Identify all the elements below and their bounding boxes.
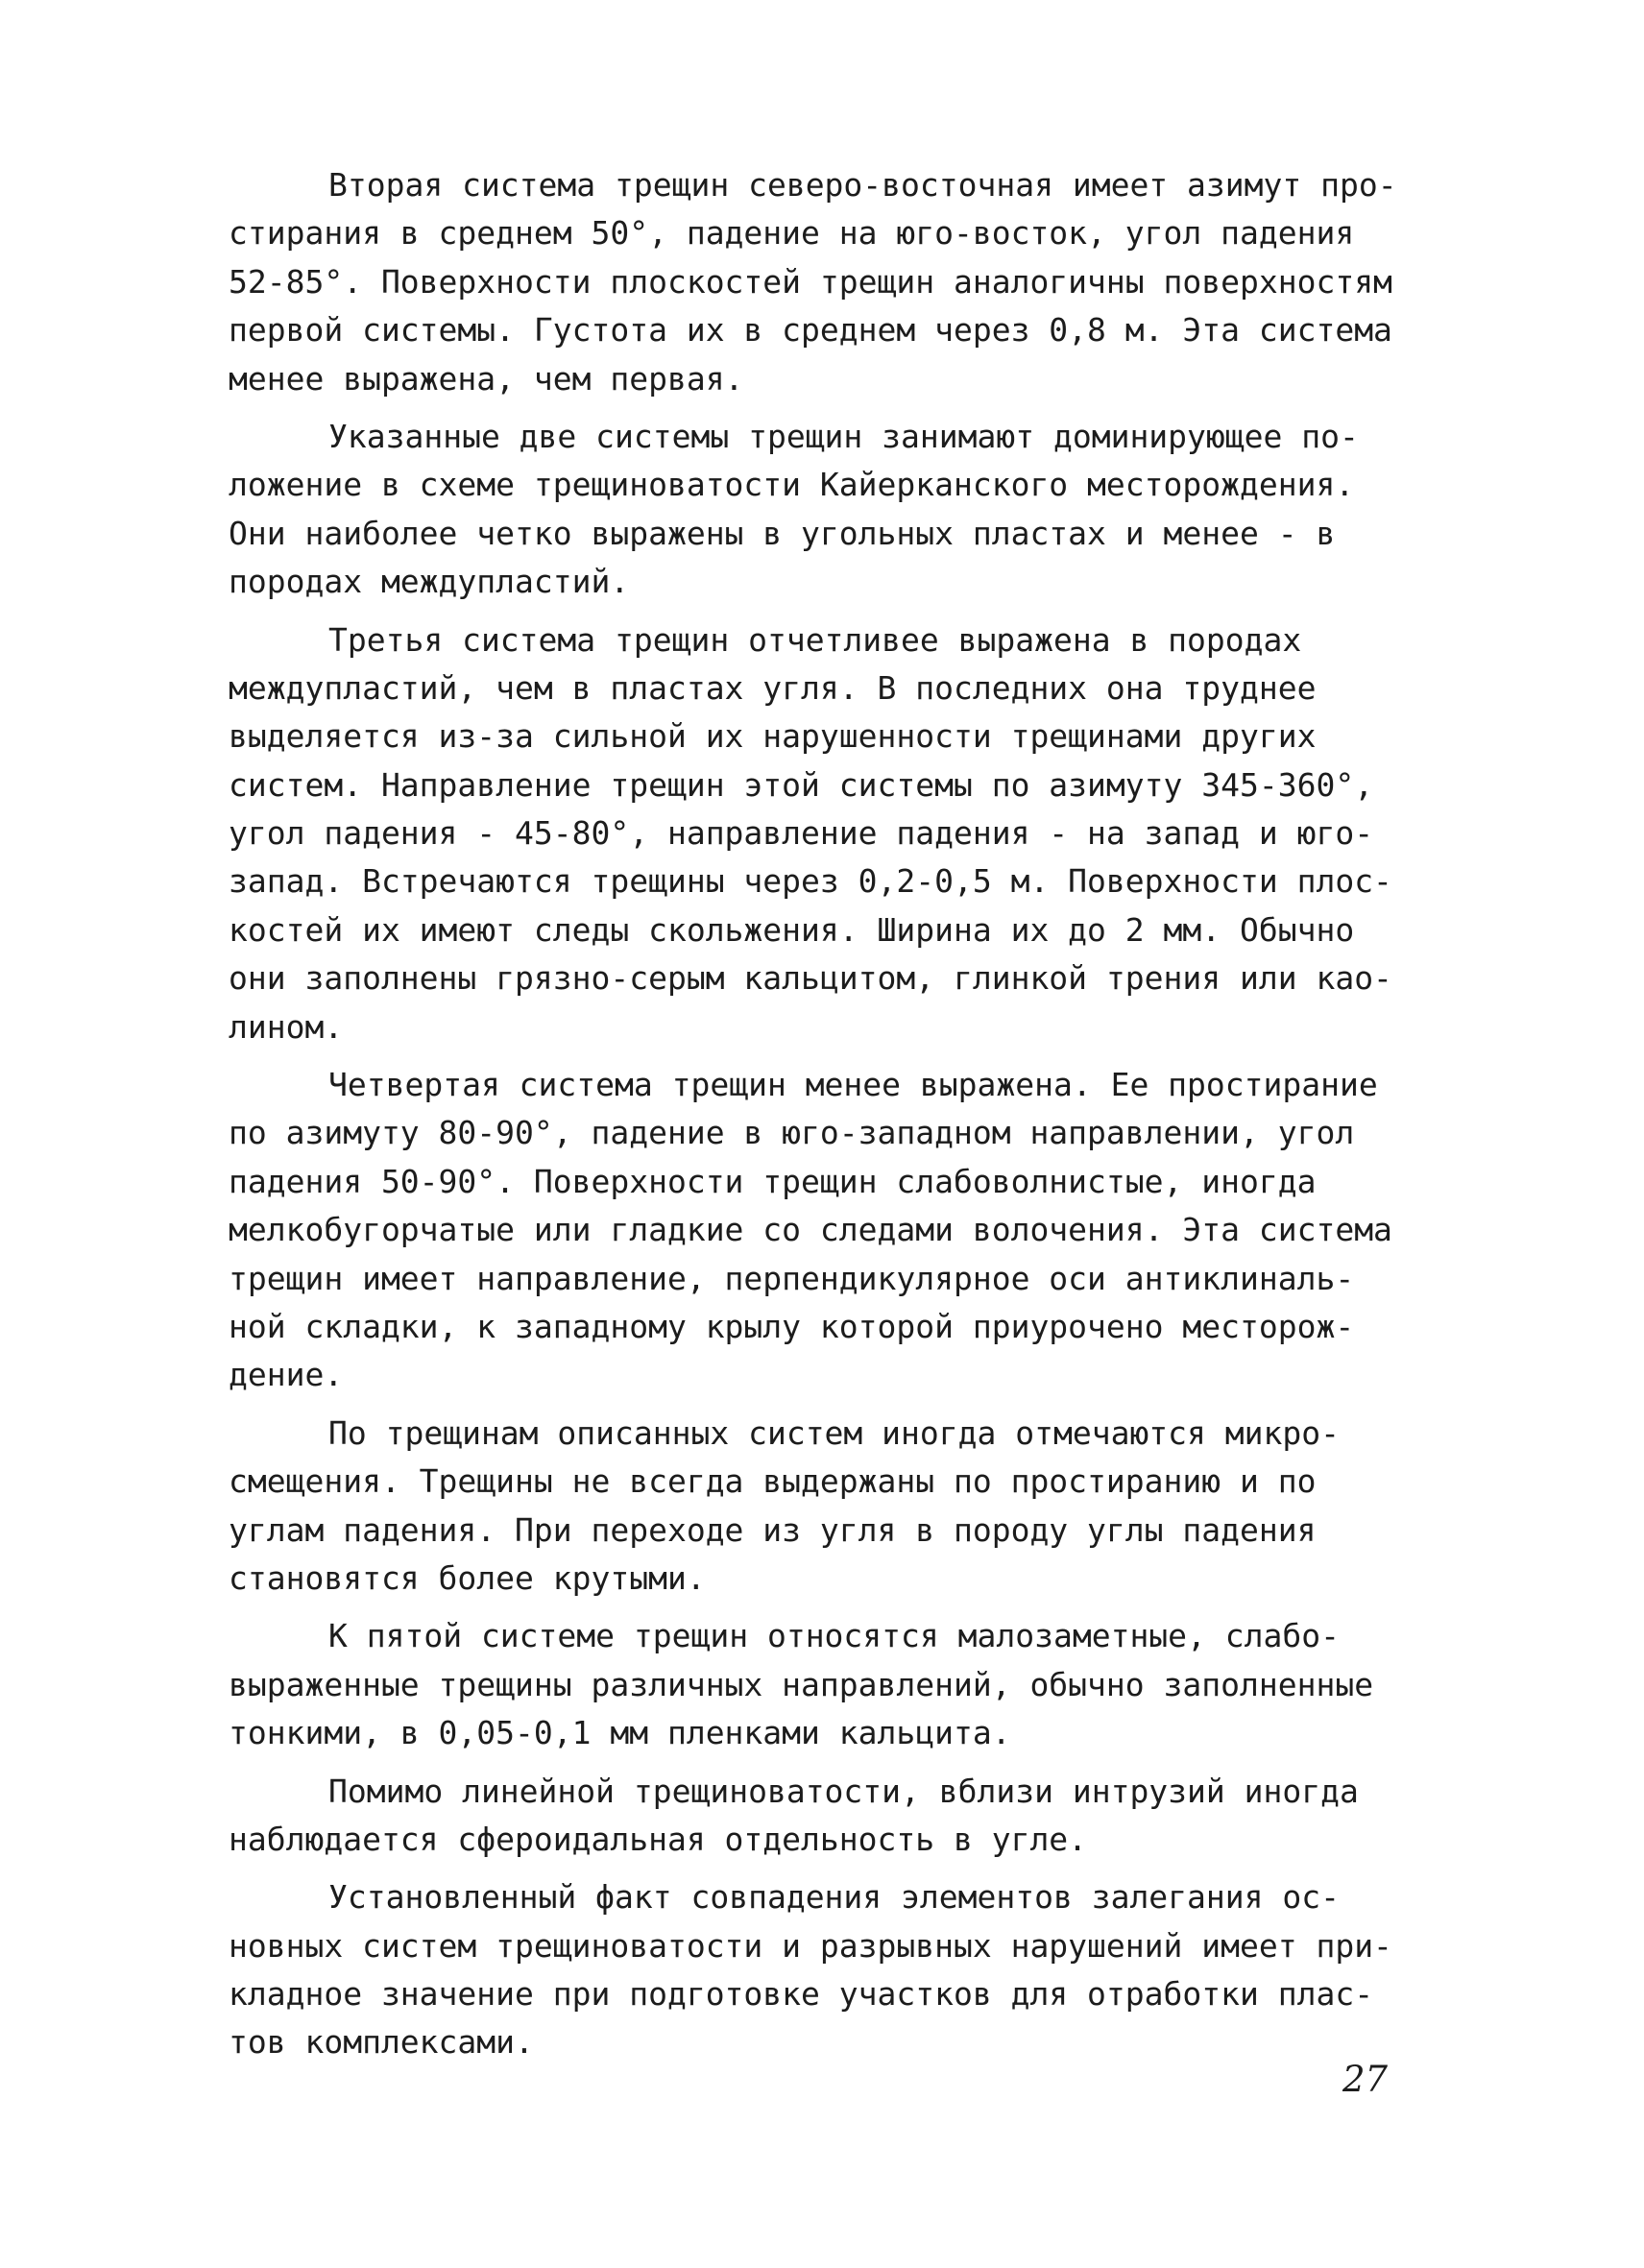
text-line: запад. Встречаются трещины через 0,2-0,5 м. Поверхности плос- — [229, 862, 1392, 901]
text-line: первой системы. Густота их в среднем через 0,8 м. Эта система — [229, 311, 1392, 350]
text-line: Третья система трещин отчетливее выражена в породах — [328, 620, 1302, 659]
text-line: стирания в среднем 50°, падение на юго-восток, угол падения — [229, 214, 1355, 253]
text-line: Четвертая система трещин менее выражена. Ее простирание — [328, 1066, 1378, 1104]
text-line: лином. — [229, 1007, 344, 1046]
text-line: тов комплексами. — [229, 2023, 534, 2062]
text-line: смещения. Трещины не всегда выдержаны по простиранию и по — [229, 1462, 1317, 1501]
text-line: падения 50-90°. Поверхности трещин слабоволнистые, иногда — [229, 1162, 1317, 1200]
text-line: Они наиболее четко выражены в угольных пластах и менее - в — [229, 514, 1336, 552]
text-line: угол падения - 45-80°, направление падения - на запад и юго- — [229, 814, 1374, 853]
paragraph — [229, 161, 1421, 403]
paragraph — [229, 1873, 1421, 2067]
text-line: систем. Направление трещин этой системы по азимуту 345-360°, — [229, 765, 1374, 804]
paragraph — [229, 616, 1421, 1052]
text-line: 52-85°. Поверхности плоскостей трещин аналогичны поверхностям — [229, 262, 1392, 301]
text-line: трещин имеет направление, перпендикулярное оси антиклиналь- — [229, 1259, 1355, 1297]
text-line: ложение в схеме трещиноватости Кайерканского месторождения. — [229, 466, 1355, 504]
paragraph — [229, 413, 1421, 607]
text-line: породах междупластий. — [229, 563, 630, 601]
text-line: костей их имеют следы скольжения. Ширина их до 2 мм. Обычно — [229, 910, 1355, 949]
paragraph — [229, 1612, 1421, 1757]
text-line: менее выражена, чем первая. — [229, 359, 744, 398]
text-line: Помимо линейной трещиноватости, вблизи интрузий иногда — [328, 1772, 1359, 1810]
paragraph — [229, 1061, 1421, 1400]
text-line: Указанные две системы трещин занимают доминирующее по- — [328, 417, 1359, 455]
text-line: дение. — [229, 1356, 344, 1394]
text-line: ной складки, к западному крылу которой приурочено месторож- — [229, 1307, 1355, 1345]
text-line: наблюдается сфероидальная отдельность в угле. — [229, 1820, 1088, 1858]
body-text — [229, 161, 1421, 2077]
text-line: они заполнены грязно-серым кальцитом, глинкой трения или као- — [229, 959, 1392, 998]
paragraph — [229, 1768, 1421, 1865]
paragraph — [229, 1410, 1421, 1604]
text-line: новных систем трещиноватости и разрывных нарушений имеет при- — [229, 1926, 1392, 1965]
text-line: Установленный факт совпадения элементов залегания ос- — [328, 1878, 1340, 1917]
text-line: По трещинам описанных систем иногда отмечаются микро- — [328, 1413, 1340, 1452]
text-line: кладное значение при подготовке участков для отработки плас- — [229, 1975, 1374, 2014]
text-line: Вторая система трещин северо-восточная имеет азимут про- — [328, 166, 1397, 204]
text-line: становятся более крутыми. — [229, 1558, 706, 1597]
page-number: 27 — [1342, 2059, 1389, 2100]
text-line: углам падения. При переходе из угля в породу углы падения — [229, 1510, 1317, 1549]
text-line: по азимуту 80-90°, падение в юго-западном направлении, угол — [229, 1114, 1355, 1152]
text-line: выраженные трещины различных направлений, обычно заполненные — [229, 1665, 1374, 1703]
text-line: К пятой системе трещин относятся малозаметные, слабо- — [328, 1617, 1340, 1655]
text-line: выделяется из-за сильной их нарушенности трещинами других — [229, 717, 1317, 756]
text-line: междупластий, чем в пластах угля. В последних она труднее — [229, 668, 1317, 707]
text-line: тонкими, в 0,05-0,1 мм пленками кальцита. — [229, 1714, 1011, 1752]
text-line: мелкобугорчатые или гладкие со следами волочения. Эта система — [229, 1211, 1392, 1249]
